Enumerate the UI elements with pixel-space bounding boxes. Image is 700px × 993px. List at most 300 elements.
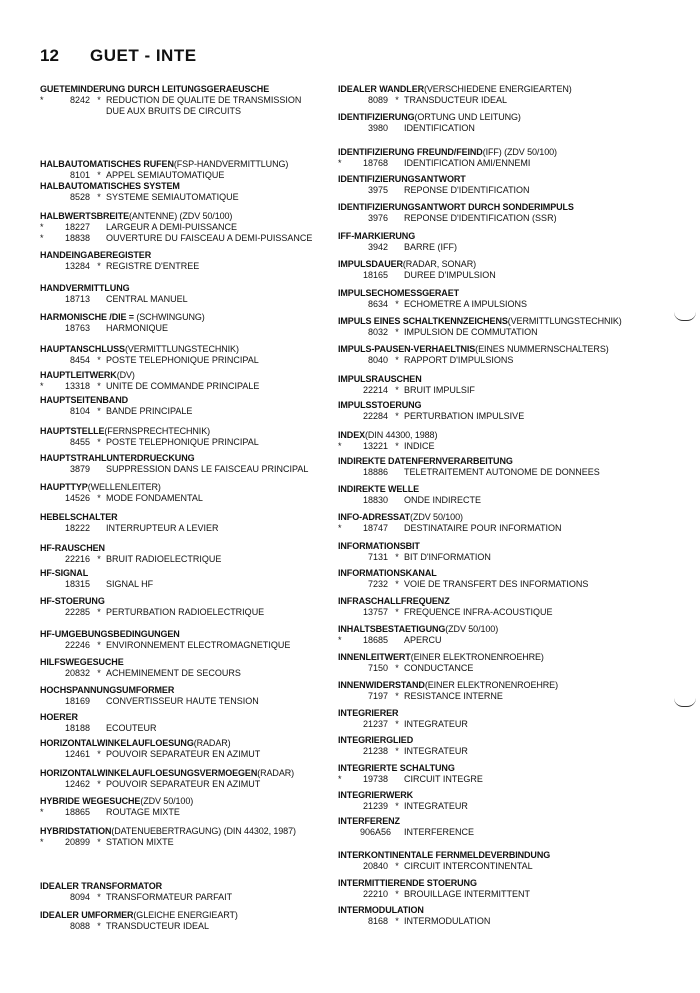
term-qualifier: (RADAR): [257, 768, 295, 778]
entry-number: 8040: [367, 355, 388, 365]
translation-line: [40, 837, 340, 848]
dictionary-entry: [40, 395, 340, 417]
entry-number: 22246: [64, 640, 90, 650]
term-text: IMPULSSTOERUNG: [338, 400, 422, 410]
entry-term: [40, 543, 340, 554]
term-text: HF-UMGEBUNGSBEDINGUNGEN: [40, 629, 180, 639]
entry-number: 12462: [64, 779, 90, 789]
translation-line: [40, 668, 340, 679]
dictionary-entry: [40, 283, 340, 305]
translation-text: TRANSDUCTEUR IDEAL: [106, 921, 210, 931]
translation-text: SYSTEME SEMIAUTOMATIQUE: [106, 192, 239, 202]
dictionary-entry: [40, 250, 340, 272]
dictionary-entry: [338, 652, 668, 674]
entry-number: 8101: [69, 170, 90, 180]
term-text: HANDVERMITTLUNG: [40, 283, 130, 293]
term-text: HYBRIDSTATION: [40, 826, 112, 836]
revision-marker: *: [97, 493, 101, 503]
translation-text: TELETRAITEMENT AUTONOME DE DONNEES: [404, 467, 600, 477]
translation-text: CIRCUIT INTERCONTINENTAL: [404, 861, 533, 871]
entry-number: 18713: [64, 294, 90, 304]
dictionary-entry: [338, 790, 668, 812]
dictionary-entry: [338, 763, 668, 785]
entry-term: [338, 541, 668, 552]
translation-text: REDUCTION DE QUALITE DE TRANSMISSION: [106, 95, 302, 105]
translation-line: [40, 381, 340, 392]
dictionary-entry: [338, 344, 668, 366]
entry-number: 3976: [367, 213, 388, 223]
term-text: IDENTIFIZIERUNG FREUND/FEIND: [338, 147, 483, 157]
term-qualifier: (RADAR, SONAR): [402, 259, 477, 269]
translation-text: DUREE D'IMPULSION: [404, 270, 496, 280]
dictionary-entry: [338, 596, 668, 618]
translation-line: [338, 607, 668, 618]
dictionary-entry: [338, 316, 668, 338]
entry-number: 21238: [362, 746, 388, 756]
entry-term: [338, 624, 668, 635]
revision-marker: *: [395, 916, 399, 926]
translation-text: IDENTIFICATION: [404, 123, 475, 133]
term-text: HARMONISCHE /DIE =: [40, 312, 137, 322]
entry-number: 18747: [362, 523, 388, 533]
term-text: HALBAUTOMATISCHES SYSTEM: [40, 181, 180, 191]
revision-marker: *: [97, 837, 101, 847]
entry-term: [338, 174, 668, 185]
translation-text: REPONSE D'IDENTIFICATION (SSR): [404, 213, 557, 223]
revision-marker: *: [97, 437, 101, 447]
entry-number: 20840: [362, 861, 388, 871]
translation-line: [40, 579, 340, 590]
translation-line: [338, 355, 668, 366]
translation-line: [338, 385, 668, 396]
entry-term: [338, 84, 668, 95]
term-qualifier: (FERNSPRECHTECHNIK): [104, 426, 211, 436]
translation-line: [338, 185, 668, 196]
new-entry-marker: *: [338, 523, 342, 533]
entry-term: [338, 484, 668, 495]
translation-text: IMPULSION DE COMMUTATION: [404, 327, 538, 337]
translation-text: TRANSFORMATEUR PARFAIT: [106, 892, 233, 902]
revision-marker: *: [395, 663, 399, 673]
translation-text: PERTURBATION RADIOELECTRIQUE: [106, 607, 265, 617]
term-text: INTEGRIERTE SCHALTUNG: [338, 763, 455, 773]
translation-text: LARGEUR A DEMI-PUISSANCE: [106, 222, 238, 232]
dictionary-entry: [40, 738, 340, 760]
revision-marker: *: [97, 554, 101, 564]
term-text: INTEGRIERER: [338, 708, 399, 718]
translation-line: [40, 607, 340, 618]
dictionary-entry: [338, 112, 668, 134]
term-text: IFF-MARKIERUNG: [338, 231, 416, 241]
term-qualifier: (VERSCHIEDENE ENERGIEARTEN): [424, 84, 572, 94]
entry-term: [338, 816, 668, 827]
revision-marker: *: [97, 607, 101, 617]
entry-term: [40, 211, 340, 222]
entry-number: 8089: [367, 95, 388, 105]
dictionary-entry: [40, 712, 340, 734]
dictionary-entry: [40, 685, 340, 707]
dictionary-entry: [40, 543, 340, 565]
new-entry-marker: *: [40, 807, 44, 817]
translation-text: CONVERTISSEUR HAUTE TENSION: [106, 696, 259, 706]
entry-term: [40, 796, 340, 807]
dictionary-entry: [40, 482, 340, 504]
revision-marker: *: [97, 892, 101, 902]
revision-marker: *: [395, 801, 399, 811]
translation-text: CENTRAL MANUEL: [106, 294, 188, 304]
translation-text: BANDE PRINCIPALE: [106, 406, 193, 416]
dictionary-entry: [40, 768, 340, 790]
translation-line: [40, 696, 340, 707]
term-text: INFORMATIONSBIT: [338, 541, 420, 551]
entry-number: 13284: [64, 261, 90, 271]
entry-term: [40, 685, 340, 696]
translation-text: TRANSDUCTEUR IDEAL: [404, 95, 508, 105]
translation-text: FREQUENCE INFRA-ACOUSTIQUE: [404, 607, 553, 617]
entry-number: 906A56: [360, 827, 392, 837]
entry-number: 19738: [362, 774, 388, 784]
entry-term: [338, 735, 668, 746]
translation-text: DUE AUX BRUITS DE CIRCUITS: [106, 106, 242, 116]
entry-term: [338, 202, 668, 213]
entry-term: [40, 629, 340, 640]
translation-line: [40, 554, 340, 565]
entry-number: 18227: [64, 222, 90, 232]
entry-term: [338, 596, 668, 607]
translation-line: [40, 170, 340, 181]
entry-number: 18169: [64, 696, 90, 706]
translation-line: [338, 327, 668, 338]
term-qualifier: (EINER ELEKTRONENROEHRE): [410, 652, 544, 662]
margin-mark: [674, 312, 696, 321]
revision-marker: *: [395, 889, 399, 899]
translation-text: ECOUTEUR: [106, 723, 157, 733]
entry-term: [338, 708, 668, 719]
dictionary-entry: [40, 796, 340, 818]
term-text: HF-RAUSCHEN: [40, 543, 105, 553]
entry-number: 20832: [64, 668, 90, 678]
term-text: HALBWERTSBREITE: [40, 211, 129, 221]
dictionary-entry: [338, 202, 668, 224]
new-entry-marker: *: [338, 774, 342, 784]
entry-number: 13757: [362, 607, 388, 617]
term-text: HF-STOERUNG: [40, 596, 105, 606]
entry-number: 7232: [367, 579, 388, 589]
entry-term: [338, 374, 668, 385]
translation-line: [40, 523, 340, 534]
entry-number: 8455: [69, 437, 90, 447]
translation-text: UNITE DE COMMANDE PRINCIPALE: [106, 381, 260, 391]
term-qualifier: (GLEICHE ENERGIEART): [133, 910, 238, 920]
dictionary-entry: [338, 878, 668, 900]
entry-number: 8032: [367, 327, 388, 337]
new-entry-marker: *: [338, 441, 342, 451]
translation-text: VOIE DE TRANSFERT DES INFORMATIONS: [404, 579, 589, 589]
dictionary-entry: [338, 568, 668, 590]
entry-number: 7197: [367, 691, 388, 701]
dictionary-entry: [338, 816, 668, 838]
margin-mark: [674, 698, 696, 707]
revision-marker: *: [395, 385, 399, 395]
translation-line: [338, 158, 668, 169]
term-text: IDENTIFIZIERUNGSANTWORT: [338, 174, 466, 184]
entry-number: 3975: [367, 185, 388, 195]
translation-text: STATION MIXTE: [106, 837, 174, 847]
entry-term: [338, 344, 668, 355]
entry-number: 21237: [362, 719, 388, 729]
dictionary-entry: [338, 147, 668, 169]
entry-term: [40, 596, 340, 607]
entry-number: 22216: [64, 554, 90, 564]
translation-text: APERCU: [404, 635, 442, 645]
term-text: IDENTIFIZIERUNGSANTWORT DURCH SONDERIMPULS: [338, 202, 574, 212]
dictionary-entry: [338, 259, 668, 281]
term-text: INHALTSBESTAETIGUNG: [338, 624, 446, 634]
entry-term: [338, 259, 668, 270]
dictionary-entry: [40, 881, 340, 903]
translation-text: IDENTIFICATION AMI/ENNEMI: [404, 158, 531, 168]
new-entry-marker: *: [40, 233, 44, 243]
entry-term: [338, 652, 668, 663]
entry-number: 18315: [64, 579, 90, 589]
translation-line: [40, 261, 340, 272]
entry-number: 8528: [69, 192, 90, 202]
dictionary-entry: [338, 512, 668, 534]
translation-text: ACHEMINEMENT DE SECOURS: [106, 668, 241, 678]
term-text: HEBELSCHALTER: [40, 512, 118, 522]
entry-term: [40, 482, 340, 493]
term-text: INNENLEITWERT: [338, 652, 411, 662]
translation-line: [40, 749, 340, 760]
dictionary-entry: [40, 181, 340, 203]
revision-marker: *: [97, 640, 101, 650]
translation-line: [338, 411, 668, 422]
revision-marker: *: [395, 552, 399, 562]
dictionary-entry: [338, 174, 668, 196]
translation-line: [338, 299, 668, 310]
revision-marker: *: [395, 299, 399, 309]
translation-line: [40, 640, 340, 651]
entry-term: [40, 657, 340, 668]
entry-term: [338, 400, 668, 411]
entry-term: [40, 370, 340, 381]
entry-number: 18886: [362, 467, 388, 477]
translation-line: [338, 801, 668, 812]
translation-line: [338, 889, 668, 900]
term-qualifier: (FSP-HANDVERMITTLUNG): [173, 159, 289, 169]
translation-text: INTERFERENCE: [404, 827, 475, 837]
entry-number: 18830: [362, 495, 388, 505]
term-text: INNENWIDERSTAND: [338, 680, 425, 690]
entry-term: [40, 881, 340, 892]
dictionary-entry: [40, 84, 340, 117]
revision-marker: *: [97, 355, 101, 365]
term-text: INTEGRIERWERK: [338, 790, 414, 800]
term-text: INTERMITTIERENDE STOERUNG: [338, 878, 477, 888]
entry-term: [40, 283, 340, 294]
revision-marker: *: [97, 170, 101, 180]
term-text: INDIREKTE DATENFERNVERARBEITUNG: [338, 456, 513, 466]
term-text: IDEALER WANDLER: [338, 84, 424, 94]
dictionary-entry: [338, 541, 668, 563]
translation-text: ROUTAGE MIXTE: [106, 807, 180, 817]
dictionary-entry: [338, 708, 668, 730]
term-text: INTEGRIERGLIED: [338, 735, 414, 745]
dictionary-entry: [338, 430, 668, 452]
entry-number: 18685: [362, 635, 388, 645]
term-qualifier: (ZDV 50/100): [410, 512, 463, 522]
entry-number: 13221: [362, 441, 388, 451]
translation-line: [40, 437, 340, 448]
entry-term: [338, 763, 668, 774]
translation-text: INTEGRATEUR: [404, 801, 468, 811]
new-entry-marker: *: [338, 635, 342, 645]
entry-term: [40, 768, 340, 779]
entry-number: 14526: [64, 493, 90, 503]
translation-line: [338, 552, 668, 563]
revision-marker: *: [395, 355, 399, 365]
entry-term: [338, 112, 668, 123]
translation-line: [40, 723, 340, 734]
dictionary-entry: [338, 624, 668, 646]
dictionary-entry: [338, 374, 668, 396]
translation-text: ONDE INDIRECTE: [404, 495, 482, 505]
translation-text: INDICE: [404, 441, 435, 451]
entry-term: [338, 316, 668, 327]
term-text: HAUPTSEITENBAND: [40, 395, 129, 405]
translation-line: [40, 807, 340, 818]
new-entry-marker: *: [338, 158, 342, 168]
term-qualifier: (DATENUEBERTRAGUNG) (DIN 44302, 1987): [111, 826, 296, 836]
entry-number: 18222: [64, 523, 90, 533]
translation-line: [40, 222, 340, 233]
term-text: IMPULSDAUER: [338, 259, 403, 269]
translation-text: RESISTANCE INTERNE: [404, 691, 503, 701]
translation-text: INTERMODULATION: [404, 916, 491, 926]
term-qualifier: (ANTENNE) (ZDV 50/100): [129, 211, 233, 221]
new-entry-marker: *: [40, 837, 44, 847]
dictionary-entry: [40, 512, 340, 534]
translation-text: SIGNAL HF: [106, 579, 154, 589]
translation-line: [338, 691, 668, 702]
revision-marker: *: [97, 921, 101, 931]
dictionary-entry: [338, 231, 668, 253]
dictionary-entry: [40, 426, 340, 448]
new-entry-marker: *: [40, 222, 44, 232]
entry-number: 22214: [362, 385, 388, 395]
dictionary-entry: [338, 735, 668, 757]
revision-marker: *: [395, 95, 399, 105]
entry-number: 8454: [69, 355, 90, 365]
revision-marker: *: [395, 327, 399, 337]
revision-marker: *: [395, 719, 399, 729]
translation-text: SUPPRESSION DANS LE FAISCEAU PRINCIPAL: [106, 464, 309, 474]
translation-line: [40, 921, 340, 932]
translation-text: REGISTRE D'ENTREE: [106, 261, 200, 271]
entry-term: [338, 568, 668, 579]
revision-marker: *: [97, 192, 101, 202]
translation-line: [338, 635, 668, 646]
translation-line: [338, 242, 668, 253]
entry-term: [338, 512, 668, 523]
dictionary-entry: [40, 596, 340, 618]
translation-line: [40, 106, 340, 117]
entry-term: [40, 910, 340, 921]
translation-line: [40, 192, 340, 203]
term-text: IMPULSRAUSCHEN: [338, 374, 422, 384]
page-header: [40, 46, 680, 68]
entry-number: 18763: [64, 323, 90, 333]
translation-line: [338, 213, 668, 224]
entry-number: 8242: [69, 95, 90, 105]
term-text: INTERKONTINENTALE FERNMELDEVERBINDUNG: [338, 850, 551, 860]
translation-text: ECHOMETRE A IMPULSIONS: [404, 299, 528, 309]
translation-text: CIRCUIT INTEGRE: [404, 774, 483, 784]
translation-text: PERTURBATION IMPULSIVE: [404, 411, 525, 421]
dictionary-entry: [40, 826, 340, 848]
revision-marker: *: [395, 411, 399, 421]
translation-line: [338, 441, 668, 452]
term-text: HALBAUTOMATISCHES RUFEN: [40, 159, 174, 169]
dictionary-entry: [338, 484, 668, 506]
translation-text: POUVOIR SEPARATEUR EN AZIMUT: [106, 779, 261, 789]
revision-marker: *: [97, 749, 101, 759]
revision-marker: *: [97, 406, 101, 416]
translation-text: BIT D'INFORMATION: [404, 552, 491, 562]
translation-text: INTEGRATEUR: [404, 719, 468, 729]
entry-term: [40, 344, 340, 355]
entry-term: [40, 453, 340, 464]
translation-text: HARMONIQUE: [106, 323, 169, 333]
entry-term: [40, 181, 340, 192]
entry-term: [40, 712, 340, 723]
revision-marker: *: [395, 691, 399, 701]
translation-line: [40, 355, 340, 366]
translation-line: [338, 579, 668, 590]
revision-marker: *: [395, 607, 399, 617]
entry-number: 3942: [367, 242, 388, 252]
dictionary-entry: [40, 370, 340, 392]
term-text: HOERER: [40, 712, 78, 722]
term-qualifier: (ZDV 50/100): [445, 624, 499, 634]
term-text: IDENTIFIZIERUNG: [338, 112, 415, 122]
entry-number: 22210: [362, 889, 388, 899]
revision-marker: *: [395, 861, 399, 871]
translation-text: INTERRUPTEUR A LEVIER: [106, 523, 219, 533]
term-text: HAUPTANSCHLUSS: [40, 344, 125, 354]
dictionary-entry: [338, 680, 668, 702]
term-text: HANDEINGABEREGISTER: [40, 250, 152, 260]
term-text: INTERFERENZ: [338, 816, 400, 826]
dictionary-entry: [40, 211, 340, 244]
term-qualifier: (EINES NUMMERNSCHALTERS): [475, 344, 609, 354]
translation-text: CONDUCTANCE: [404, 663, 474, 673]
entry-term: [40, 395, 340, 406]
translation-line: [40, 294, 340, 305]
translation-text: OUVERTURE DU FAISCEAU A DEMI-PUISSANCE: [106, 233, 313, 243]
term-text: INDEX: [338, 430, 366, 440]
term-qualifier: (DIN 44300, 1988): [365, 430, 438, 440]
entry-term: [40, 250, 340, 261]
translation-line: [338, 774, 668, 785]
term-text: HAUPTLEITWERK: [40, 370, 117, 380]
term-text: INTERMODULATION: [338, 905, 424, 915]
dictionary-entry: [40, 629, 340, 651]
entry-number: 20899: [64, 837, 90, 847]
entry-term: [338, 288, 668, 299]
term-text: GUETEMINDERUNG DURCH LEITUNGSGERAEUSCHE: [40, 84, 270, 94]
translation-line: [338, 523, 668, 534]
